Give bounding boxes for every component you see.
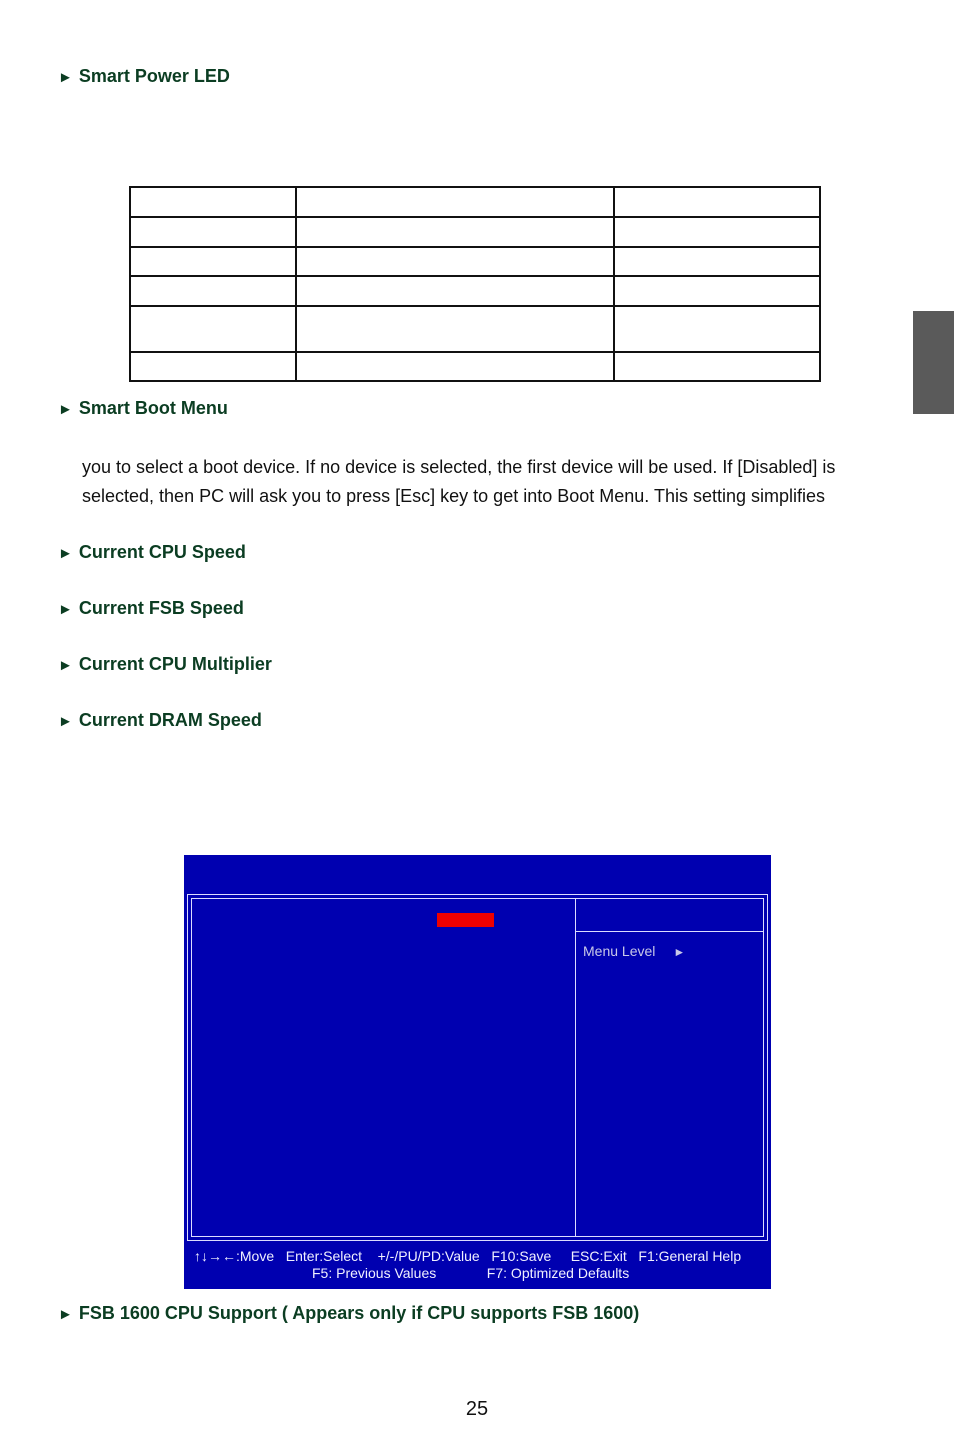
- heading-smart-boot-menu: ► Smart Boot Menu: [58, 398, 228, 418]
- menu-level-arrow-icon: ►: [673, 945, 686, 959]
- boot-menu-description: you to select a boot device. If no device is selected, the first device will be used. If [Disabled] is selected, then PC will ask you to press [Esc] key to get into Boot Menu. This setting simplifies: [82, 457, 836, 506]
- table-cell: [296, 352, 614, 381]
- table-cell: [130, 187, 296, 217]
- table-cell: [130, 276, 296, 306]
- bios-inner-frame: [191, 898, 764, 1237]
- table-cell: [130, 247, 296, 276]
- heading-current-cpu-speed: ► Current CPU Speed: [58, 542, 246, 562]
- table-cell: [614, 217, 820, 247]
- heading-smart-power-led: ► Smart Power LED: [58, 66, 230, 86]
- page-number: 25: [465, 1398, 489, 1420]
- table-cell: [296, 247, 614, 276]
- table-cell: [614, 247, 820, 276]
- table-cell: [614, 352, 820, 381]
- table-cell: [614, 306, 820, 352]
- bullet-arrow-icon: ►: [58, 601, 73, 618]
- heading-fsb-1600-cpu-support: ► FSB 1600 CPU Support ( Appears only if CPU supports FSB 1600): [58, 1303, 640, 1323]
- table-row: [130, 276, 820, 306]
- table-cell: [130, 217, 296, 247]
- table-cell: [296, 306, 614, 352]
- bios-divider: [575, 899, 576, 1236]
- heading-current-cpu-multiplier: ► Current CPU Multiplier: [58, 654, 272, 674]
- bios-screenshot: [184, 855, 771, 1289]
- bullet-arrow-icon: ►: [58, 713, 73, 730]
- table-cell: [130, 306, 296, 352]
- table-cell: [296, 187, 614, 217]
- table-cell: [130, 352, 296, 381]
- table-row: [130, 306, 820, 352]
- bullet-arrow-icon: ►: [58, 1306, 73, 1323]
- table-cell: [296, 217, 614, 247]
- heading-current-fsb-speed: ► Current FSB Speed: [58, 598, 244, 618]
- table-row: [130, 217, 820, 247]
- heading-current-dram-speed: ► Current DRAM Speed: [58, 710, 262, 730]
- bios-selected-item-highlight: [437, 913, 494, 927]
- table-cell: [614, 276, 820, 306]
- table-row: [130, 247, 820, 276]
- bios-frame: [187, 894, 768, 1241]
- bios-menu-level: Menu Level ►: [583, 943, 686, 959]
- chapter-tab: [913, 311, 954, 414]
- bullet-arrow-icon: ►: [58, 69, 73, 86]
- table-cell: [614, 187, 820, 217]
- table-cell: [296, 276, 614, 306]
- table-row: [130, 352, 820, 381]
- bios-help-divider: [576, 931, 763, 932]
- bullet-arrow-icon: ►: [58, 657, 73, 674]
- bullet-arrow-icon: ►: [58, 545, 73, 562]
- led-table: [129, 186, 821, 382]
- bios-key-legend-line2: F5: Previous Values F7: Optimized Defaults: [312, 1265, 630, 1281]
- bullet-arrow-icon: ►: [58, 401, 73, 418]
- bios-key-legend-line1: ↑↓→←:Move Enter:Select +/-/PU/PD:Value F10:Save ESC:Exit F1:General Help: [194, 1248, 742, 1264]
- table-row: [130, 187, 820, 217]
